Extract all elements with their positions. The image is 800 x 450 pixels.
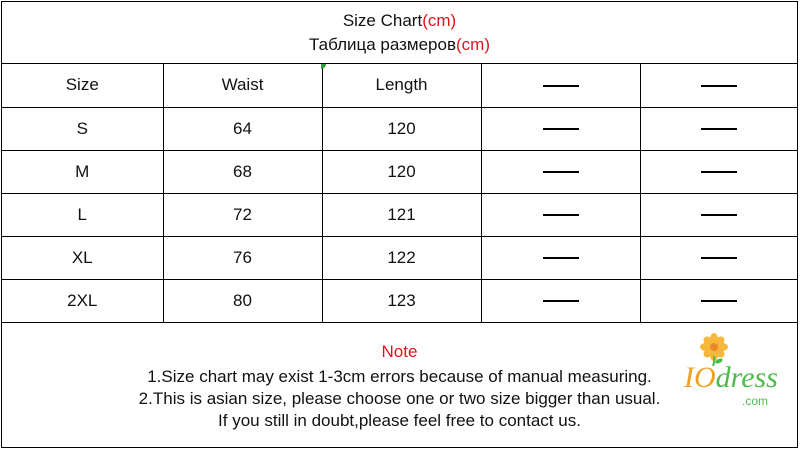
- cell-length: [322, 107, 481, 150]
- table-header-row: [2, 64, 797, 107]
- cell-waist-text: 72: [233, 204, 252, 224]
- cell-length: [322, 150, 481, 193]
- cell-empty: [481, 193, 640, 236]
- note-line-2: 2.This is asian size, please choose one or two size bigger than usual.: [138, 389, 661, 408]
- brand-io: IO: [684, 361, 716, 394]
- cell-size-text: L: [77, 204, 87, 224]
- cell-empty: [640, 279, 797, 322]
- dash-placeholder: [701, 300, 737, 302]
- dash-placeholder: [543, 214, 579, 216]
- table-row: [2, 193, 797, 236]
- cell-length-text: 122: [387, 247, 416, 267]
- cell-empty: [481, 236, 640, 279]
- header-empty-2: [640, 64, 797, 107]
- note-section: [2, 322, 797, 449]
- cell-length: [322, 279, 481, 322]
- cell-waist-text: 80: [233, 290, 252, 310]
- header-size: [2, 64, 163, 107]
- title-english: [2, 11, 797, 31]
- cell-empty: [640, 150, 797, 193]
- cell-size-text: XL: [71, 247, 93, 267]
- title-russian: [2, 35, 797, 55]
- title-english-unit: (cm): [422, 11, 457, 30]
- header-waist: [163, 64, 322, 107]
- cell-empty: [640, 236, 797, 279]
- title-english-text: Size Chart: [342, 11, 423, 30]
- cell-size: [2, 236, 163, 279]
- cell-waist-text: 76: [233, 247, 252, 267]
- header-length-text: Length: [375, 75, 428, 95]
- cell-length-text: 120: [387, 118, 416, 138]
- dash-placeholder: [543, 171, 579, 173]
- cell-waist: [163, 279, 322, 322]
- dash-placeholder: [701, 128, 737, 130]
- table-row: [2, 279, 797, 322]
- cell-empty: [481, 107, 640, 150]
- cell-waist-text: 64: [233, 118, 252, 138]
- title-russian-unit: (cm): [456, 35, 490, 54]
- cell-length: [322, 193, 481, 236]
- cell-waist-text: 68: [233, 161, 252, 181]
- cell-empty: [640, 107, 797, 150]
- cell-size: [2, 279, 163, 322]
- cell-length: [322, 236, 481, 279]
- dash-placeholder: [701, 85, 737, 87]
- cell-empty: [481, 150, 640, 193]
- cell-length-text: 121: [387, 204, 416, 224]
- dash-placeholder: [543, 257, 579, 259]
- brand-rest: dress: [715, 361, 778, 394]
- header-length: [322, 64, 481, 107]
- cell-waist: [163, 193, 322, 236]
- cell-waist: [163, 150, 322, 193]
- note-line-1: 1.Size chart may exist 1-3cm errors because of manual measuring.: [147, 367, 652, 386]
- header-size-text: Size: [65, 75, 99, 95]
- size-chart-header: [2, 2, 797, 64]
- size-chart-frame: [1, 1, 798, 448]
- cell-waist: [163, 107, 322, 150]
- dash-placeholder: [543, 85, 579, 87]
- size-table: [2, 64, 797, 323]
- note-line-3: If you still in doubt,please feel free to contact us.: [218, 411, 581, 430]
- dash-placeholder: [701, 171, 737, 173]
- cell-size: [2, 193, 163, 236]
- dash-placeholder: [543, 128, 579, 130]
- table-row: [2, 107, 797, 150]
- dash-placeholder: [701, 257, 737, 259]
- cell-length-text: 120: [387, 161, 416, 181]
- cell-size-text: 2XL: [67, 290, 98, 310]
- table-row: [2, 150, 797, 193]
- cell-size: [2, 150, 163, 193]
- cell-size: [2, 107, 163, 150]
- brand-domain: .com: [742, 394, 769, 408]
- brand-logo: [680, 332, 790, 412]
- cell-size-text: S: [76, 118, 88, 138]
- cell-size-text: M: [75, 161, 90, 181]
- cell-waist: [163, 236, 322, 279]
- title-russian-text: Таблица размеров: [309, 35, 456, 54]
- cell-empty: [481, 279, 640, 322]
- header-waist-text: Waist: [221, 75, 264, 95]
- cell-empty: [640, 193, 797, 236]
- brand-wordmark: [684, 362, 778, 394]
- dash-placeholder: [543, 300, 579, 302]
- header-empty-1: [481, 64, 640, 107]
- cell-length-text: 123: [387, 290, 416, 310]
- note-title: Note: [381, 342, 418, 361]
- table-row: [2, 236, 797, 279]
- dash-placeholder: [701, 214, 737, 216]
